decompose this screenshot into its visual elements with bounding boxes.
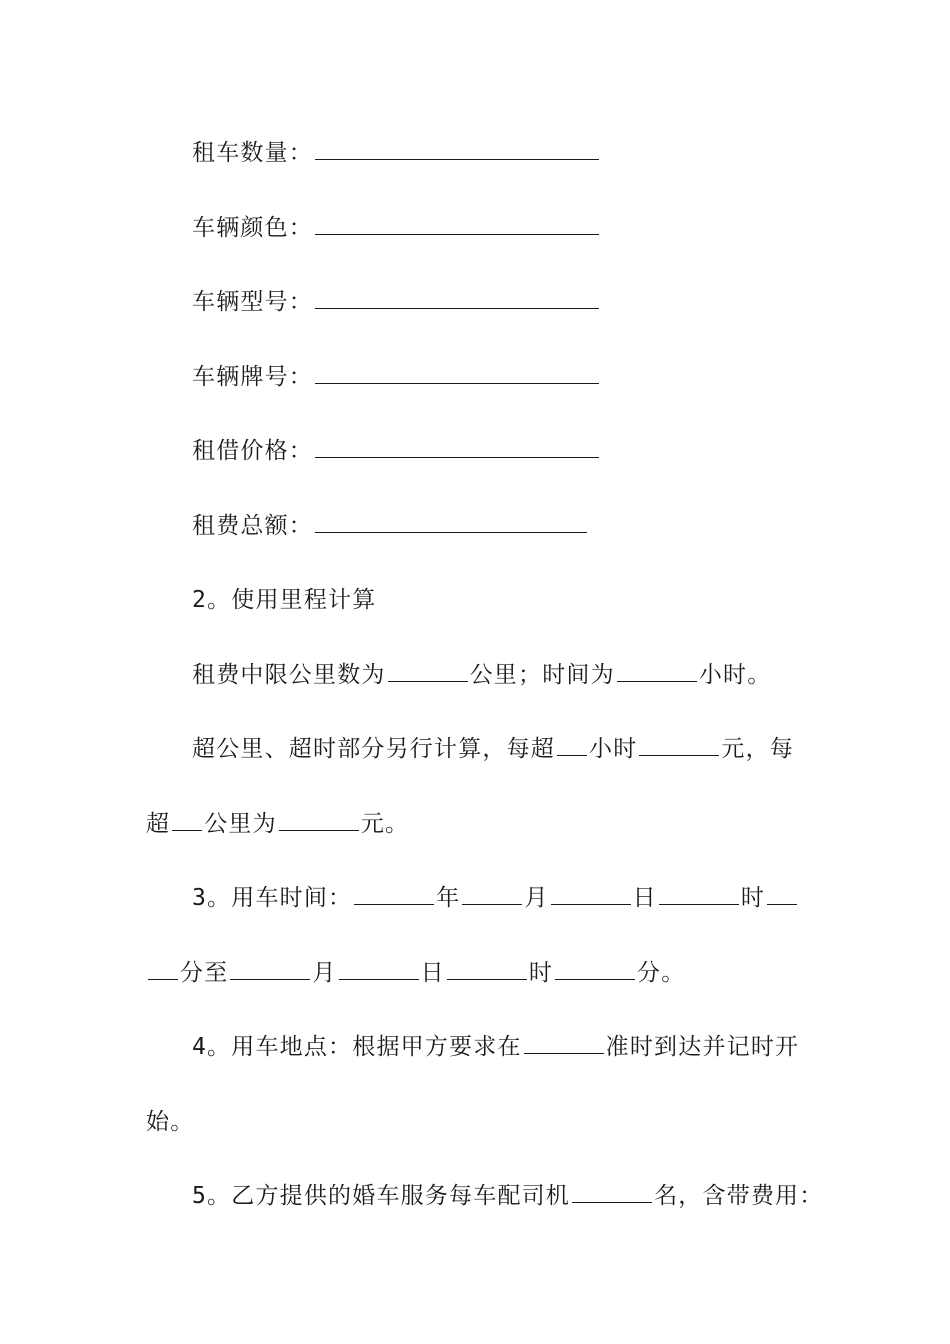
- blank-line: [557, 737, 587, 756]
- section2-line1: [192, 660, 771, 690]
- text: 月: [312, 960, 337, 986]
- field-rental-quantity: [192, 138, 601, 168]
- text: 5。乙方提供的婚车服务每车配司机: [192, 1183, 571, 1209]
- blank-line: [315, 216, 599, 235]
- text: 元。: [360, 811, 410, 837]
- text: 3。用车时间：: [192, 885, 353, 911]
- heading-text: 2。使用里程计算: [192, 587, 377, 613]
- blank-line: [524, 1035, 604, 1054]
- field-vehicle-color: [192, 213, 601, 243]
- field-label: 租借价格：: [192, 438, 313, 464]
- field-label: 租费总额：: [192, 513, 313, 539]
- text: 分。: [637, 960, 686, 986]
- field-label: 租车数量：: [192, 140, 313, 166]
- text: 月: [524, 885, 549, 911]
- section3-line2: [146, 958, 685, 988]
- text: 小时: [589, 736, 638, 762]
- text: 日: [420, 960, 445, 986]
- field-vehicle-plate: [192, 362, 601, 392]
- text: 始。: [146, 1109, 195, 1135]
- section4-line2: [146, 1107, 194, 1137]
- section3-line1: [192, 883, 799, 913]
- field-vehicle-model: [192, 287, 601, 317]
- text: 租费中限公里数为: [192, 662, 386, 688]
- text: 超公里、超时部分另行计算，每超: [192, 736, 555, 762]
- text: 公里为: [204, 811, 277, 837]
- blank-line: [617, 663, 697, 682]
- blank-line: [555, 961, 635, 980]
- blank-line: [767, 886, 797, 905]
- text: 名，含带费用：: [654, 1183, 824, 1209]
- blank-line: [279, 812, 359, 831]
- field-label: 车辆牌号：: [192, 364, 313, 390]
- text: 超: [146, 811, 171, 837]
- section2-line3: [146, 809, 409, 839]
- text: 4。用车地点：根据甲方要求在: [192, 1034, 522, 1060]
- field-rental-total: [192, 511, 589, 541]
- blank-line: [551, 886, 631, 905]
- blank-line: [447, 961, 527, 980]
- blank-line: [388, 663, 468, 682]
- field-label: 车辆型号：: [192, 289, 313, 315]
- section5-line1: [192, 1181, 823, 1211]
- blank-line: [462, 886, 522, 905]
- blank-line: [354, 886, 434, 905]
- blank-line: [315, 141, 599, 160]
- blank-line: [315, 290, 599, 309]
- blank-line: [148, 961, 178, 980]
- blank-line: [230, 961, 310, 980]
- text: 准时到达并记时开: [605, 1034, 800, 1060]
- field-label: 车辆颜色：: [192, 215, 313, 241]
- blank-line: [315, 439, 599, 458]
- text: 分至: [180, 960, 229, 986]
- field-rental-price: [192, 436, 601, 466]
- blank-line: [315, 365, 599, 384]
- blank-line: [315, 514, 587, 533]
- section2-heading: [192, 585, 376, 615]
- blank-line: [659, 886, 739, 905]
- blank-line: [639, 737, 719, 756]
- blank-line: [172, 812, 202, 831]
- section4-line1: [192, 1032, 799, 1062]
- text: 小时。: [698, 662, 772, 688]
- text: 公里；时间为: [469, 662, 615, 688]
- text: 日: [632, 885, 657, 911]
- text: 年: [436, 885, 461, 911]
- text: 元，每: [721, 736, 795, 762]
- blank-line: [339, 961, 419, 980]
- blank-line: [572, 1184, 652, 1203]
- text: 时: [528, 960, 554, 986]
- section2-line2: [192, 734, 794, 764]
- text: 时: [740, 885, 766, 911]
